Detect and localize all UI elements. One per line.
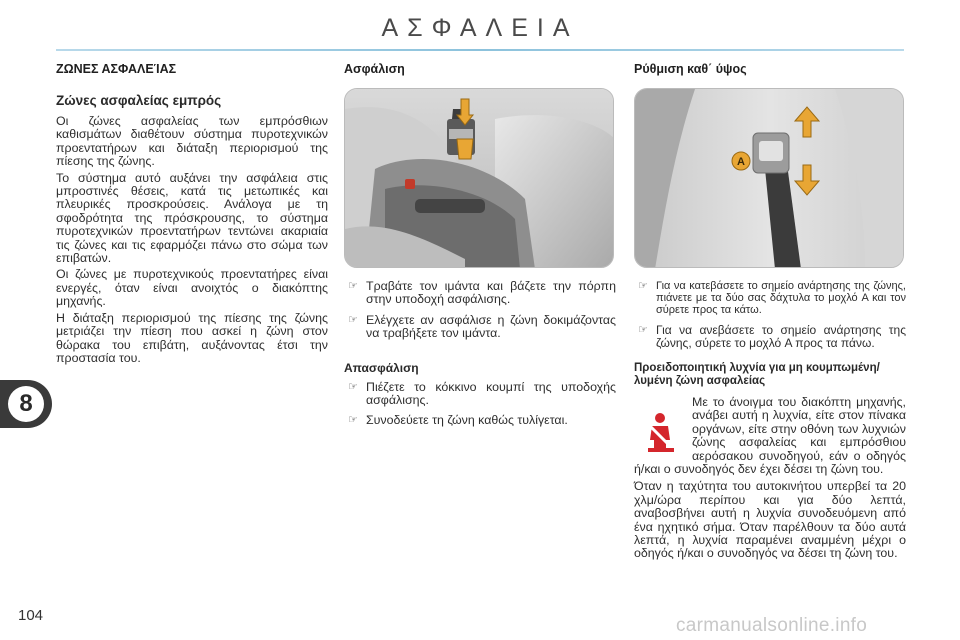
subsection-title: Ζώνες ασφαλείας εμπρός [56, 93, 222, 108]
warning-lamp-title: Προειδοποιητική λυχνία για μη κουμπωμένη/λυμένη ζώνη ασφαλείας [634, 362, 880, 388]
pointing-hand-icon: ☞ [348, 280, 358, 292]
paragraph: Με το άνοιγμα του διακόπτη μηχανής, ανάβει αυτή η λυχνία, είτε στον πίνακα οργάνων, είτε στην οθόνη των λυχνιών ζώνης ασφαλείας και εμπρόσθιου αερόσακου συνοδηγού, εάν ο οδηγός ή/και ο συνοδηγός δεν έχει δέσει τη ζώνη του. [634, 395, 906, 477]
section-title: ΖΩΝΕΣ ΑΣΦΑΛΕΊΑΣ [56, 62, 177, 76]
pointing-hand-icon: ☞ [348, 414, 358, 427]
height-steps [634, 280, 906, 350]
chapter-number: 8 [8, 386, 44, 422]
watermark: carmanualsonline.info [676, 615, 868, 636]
paragraph: Η διάταξη περιορισμού της πίεσης της ζώνης μετριάζει την πίεση που ασκεί η ζώνη στον θώρακα του επιβάτη, αυξάνοντας έτσι την προστασία του. [56, 310, 328, 365]
warning-lamp-section [634, 396, 906, 561]
height-adjust-title: Ρύθμιση καθ΄ ύψος [634, 62, 747, 76]
column-locking [344, 62, 616, 435]
seatbelt-buckle-illustration [345, 89, 614, 268]
unlocking-steps [344, 381, 616, 428]
pointing-hand-icon: ☞ [638, 280, 648, 292]
page-header-title: ΑΣΦΑΛΕΙΑ [381, 14, 579, 42]
pointing-hand-icon: ☞ [348, 313, 358, 326]
pointing-hand-icon: ☞ [638, 323, 648, 336]
page-number: 104 [18, 607, 44, 624]
list-item: ☞ Πιέζετε το κόκκινο κουμπί της υποδοχής ασφάλισης. [348, 379, 616, 408]
anchor-photo [634, 88, 904, 268]
locking-title: Ασφάλιση [344, 62, 405, 76]
header-divider [56, 49, 904, 51]
list-item: ☞ Ελέγχετε αν ασφάλισε η ζώνη δοκιμάζοντας να τραβήξετε τον ιμάντα. [348, 312, 616, 341]
seatbelt-anchor-illustration [635, 89, 904, 268]
paragraph: Όταν η ταχύτητα του αυτοκινήτου υπερβεί τα 20 χλμ/ώρα περίπου και για δύο λεπτά, αναβοσβήνει αυτή η λυχνία συνοδευόμενη από ένα ηχητικό σήμα. Όταν παρέλθουν τα δύο αυτά λεπτά, η λυχνία παραμένει αναμμένη μέχρι ο οδηγός ή/και ο συνοδηγός να δέσει τη ζώνη του. [634, 479, 906, 561]
seatbelt-warning-icon [640, 410, 686, 456]
lever-a-label: A [737, 156, 745, 168]
list-item: ☞ Συνοδεύετε τη ζώνη καθώς τυλίγεται. [348, 413, 568, 428]
list-item: ☞ Τραβάτε τον ιμάντα και βάζετε την πόρπη στην υποδοχή ασφάλισης. [348, 279, 616, 307]
column-height-adjust [634, 62, 906, 565]
paragraph: Οι ζώνες με πυροτεχνικούς προεντατήρες είναι ενεργές, όταν είναι ανοιχτός ο διακόπτης μηχανής. [56, 267, 328, 309]
column-intro [56, 62, 328, 368]
chapter-tab [0, 380, 52, 428]
buckle-photo [344, 88, 614, 268]
list-item: ☞ Για να ανεβάσετε το σημείο ανάρτησης της ζώνης, σύρετε το μοχλό A προς τα πάνω. [638, 322, 906, 350]
list-item: ☞ Για να κατεβάσετε το σημείο ανάρτησης της ζώνης, πιάνετε με τα δύο σας δάχτυλα το μοχλό A και τον σύρετε προς τα κάτω. [638, 280, 906, 317]
locking-steps [344, 280, 616, 341]
unlocking-title: Απασφάλιση [344, 360, 419, 375]
pointing-hand-icon: ☞ [348, 380, 358, 393]
paragraph: Το σύστημα αυτό αυξάνει την ασφάλεια στις μπροστινές θέσεις, κατά τις μετωπικές και πλευρικές προσκρούσεις. Ανάλογα με τη σφοδρότητα της πρόσκρουσης, το σύστημα πυροτεχνικών προεντατήρων τεντώνει ακαριαία τις ζώνες και τις εφαρμόζει πάνω στο σώμα των επιβατών. [56, 170, 328, 266]
paragraph: Οι ζώνες ασφαλείας των εμπρόσθιων καθισμάτων διαθέτουν σύστημα πυροτεχνικών προεντατήρων και διάταξη περιορισμού της πίεσης της ζώνης. [56, 114, 328, 169]
